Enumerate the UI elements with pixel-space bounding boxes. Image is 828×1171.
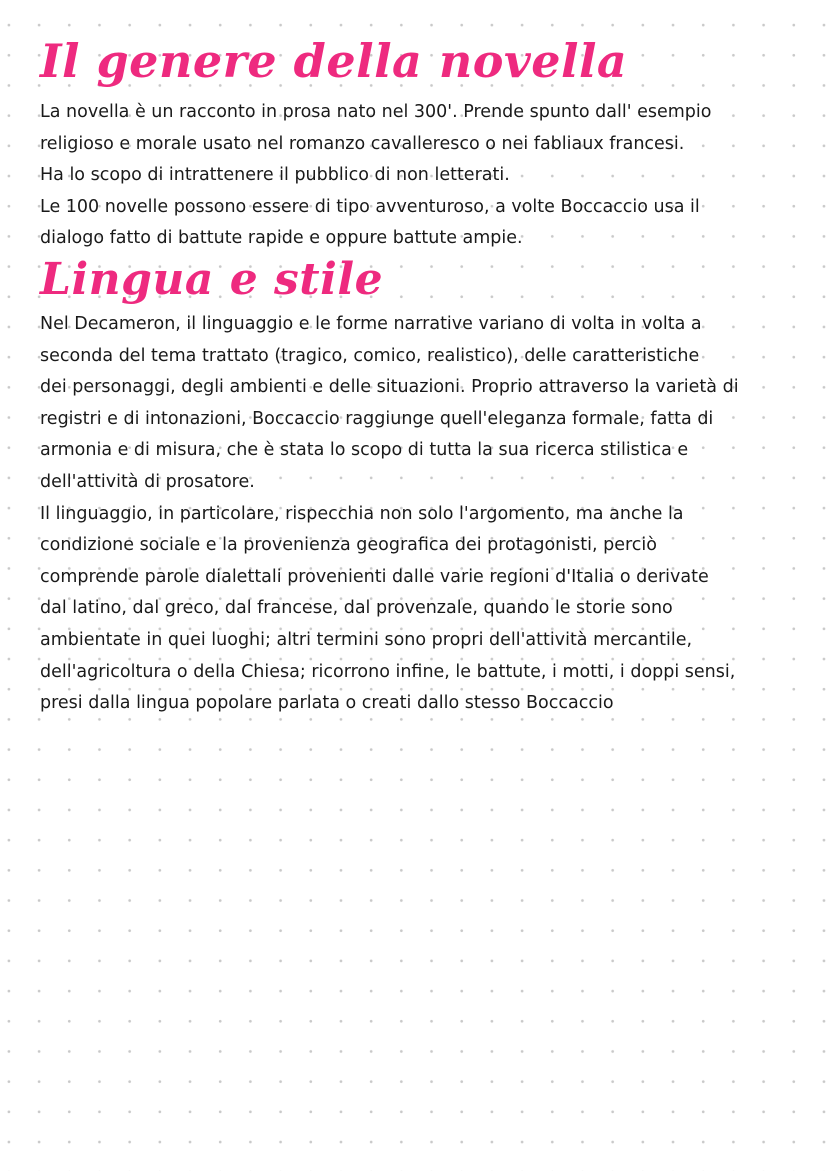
text-line: La novella è un racconto in prosa nato nel 300'. Prende spunto dall' esempio — [40, 102, 712, 122]
text-line: armonia e di misura, che è stata lo scopo di tutta la sua ricerca stilistica e — [40, 440, 689, 461]
text-line: dal latino, dal greco, dal francese, dal provenzale, quando le storie sono — [40, 598, 673, 619]
text-line: dell'agricoltura o della Chiesa; ricorrono infine, le battute, i motti, i doppi sensi, — [40, 661, 736, 682]
section-heading-genere-novella: Il genere della novella — [40, 34, 628, 88]
paragraph-genere-novella — [40, 97, 711, 255]
text-line: comprende parole dialettali provenienti dalle varie regioni d'Italia o derivate — [40, 566, 709, 587]
text-line: registri e di intonazioni, Boccaccio raggiunge quell'eleganza formale, fatta di — [40, 408, 714, 429]
text-line: seconda del tema trattato (tragico, comico, realistico), delle caratteristiche — [40, 345, 700, 366]
text-line: dei personaggi, degli ambienti e delle situazioni. Proprio attraverso la varietà di — [40, 377, 739, 398]
text-line: condizione sociale e la provenienza geografica dei protagonisti, perciò — [40, 535, 657, 556]
text-line: Le 100 novelle possono essere di tipo avventuroso, a volte Boccaccio usa il — [40, 196, 700, 217]
section-heading-lingua-stile: Lingua e stile — [40, 254, 384, 305]
text-line: dialogo fatto di battute rapide e oppure battute ampie. — [40, 228, 523, 249]
text-line: religioso e morale usato nel romanzo cavalleresco o nei fabliaux francesi. — [40, 133, 685, 154]
text-line: dell'attività di prosatore. — [40, 471, 255, 492]
text-line: Ha lo scopo di intrattenere il pubblico di non letterati. — [40, 165, 510, 186]
text-line: ambientate in quei luoghi; altri termini sono propri dell'attività mercantile, — [40, 629, 693, 650]
text-line: Nel Decameron, il linguaggio e le forme narrative variano di volta in volta a — [40, 314, 702, 334]
text-line: presi dalla lingua popolare parlata o creati dallo stesso Boccaccio — [40, 693, 614, 714]
text-line: Il linguaggio, in particolare, rispecchia non solo l'argomento, ma anche la — [40, 503, 684, 524]
paragraph-lingua-stile — [40, 309, 739, 720]
